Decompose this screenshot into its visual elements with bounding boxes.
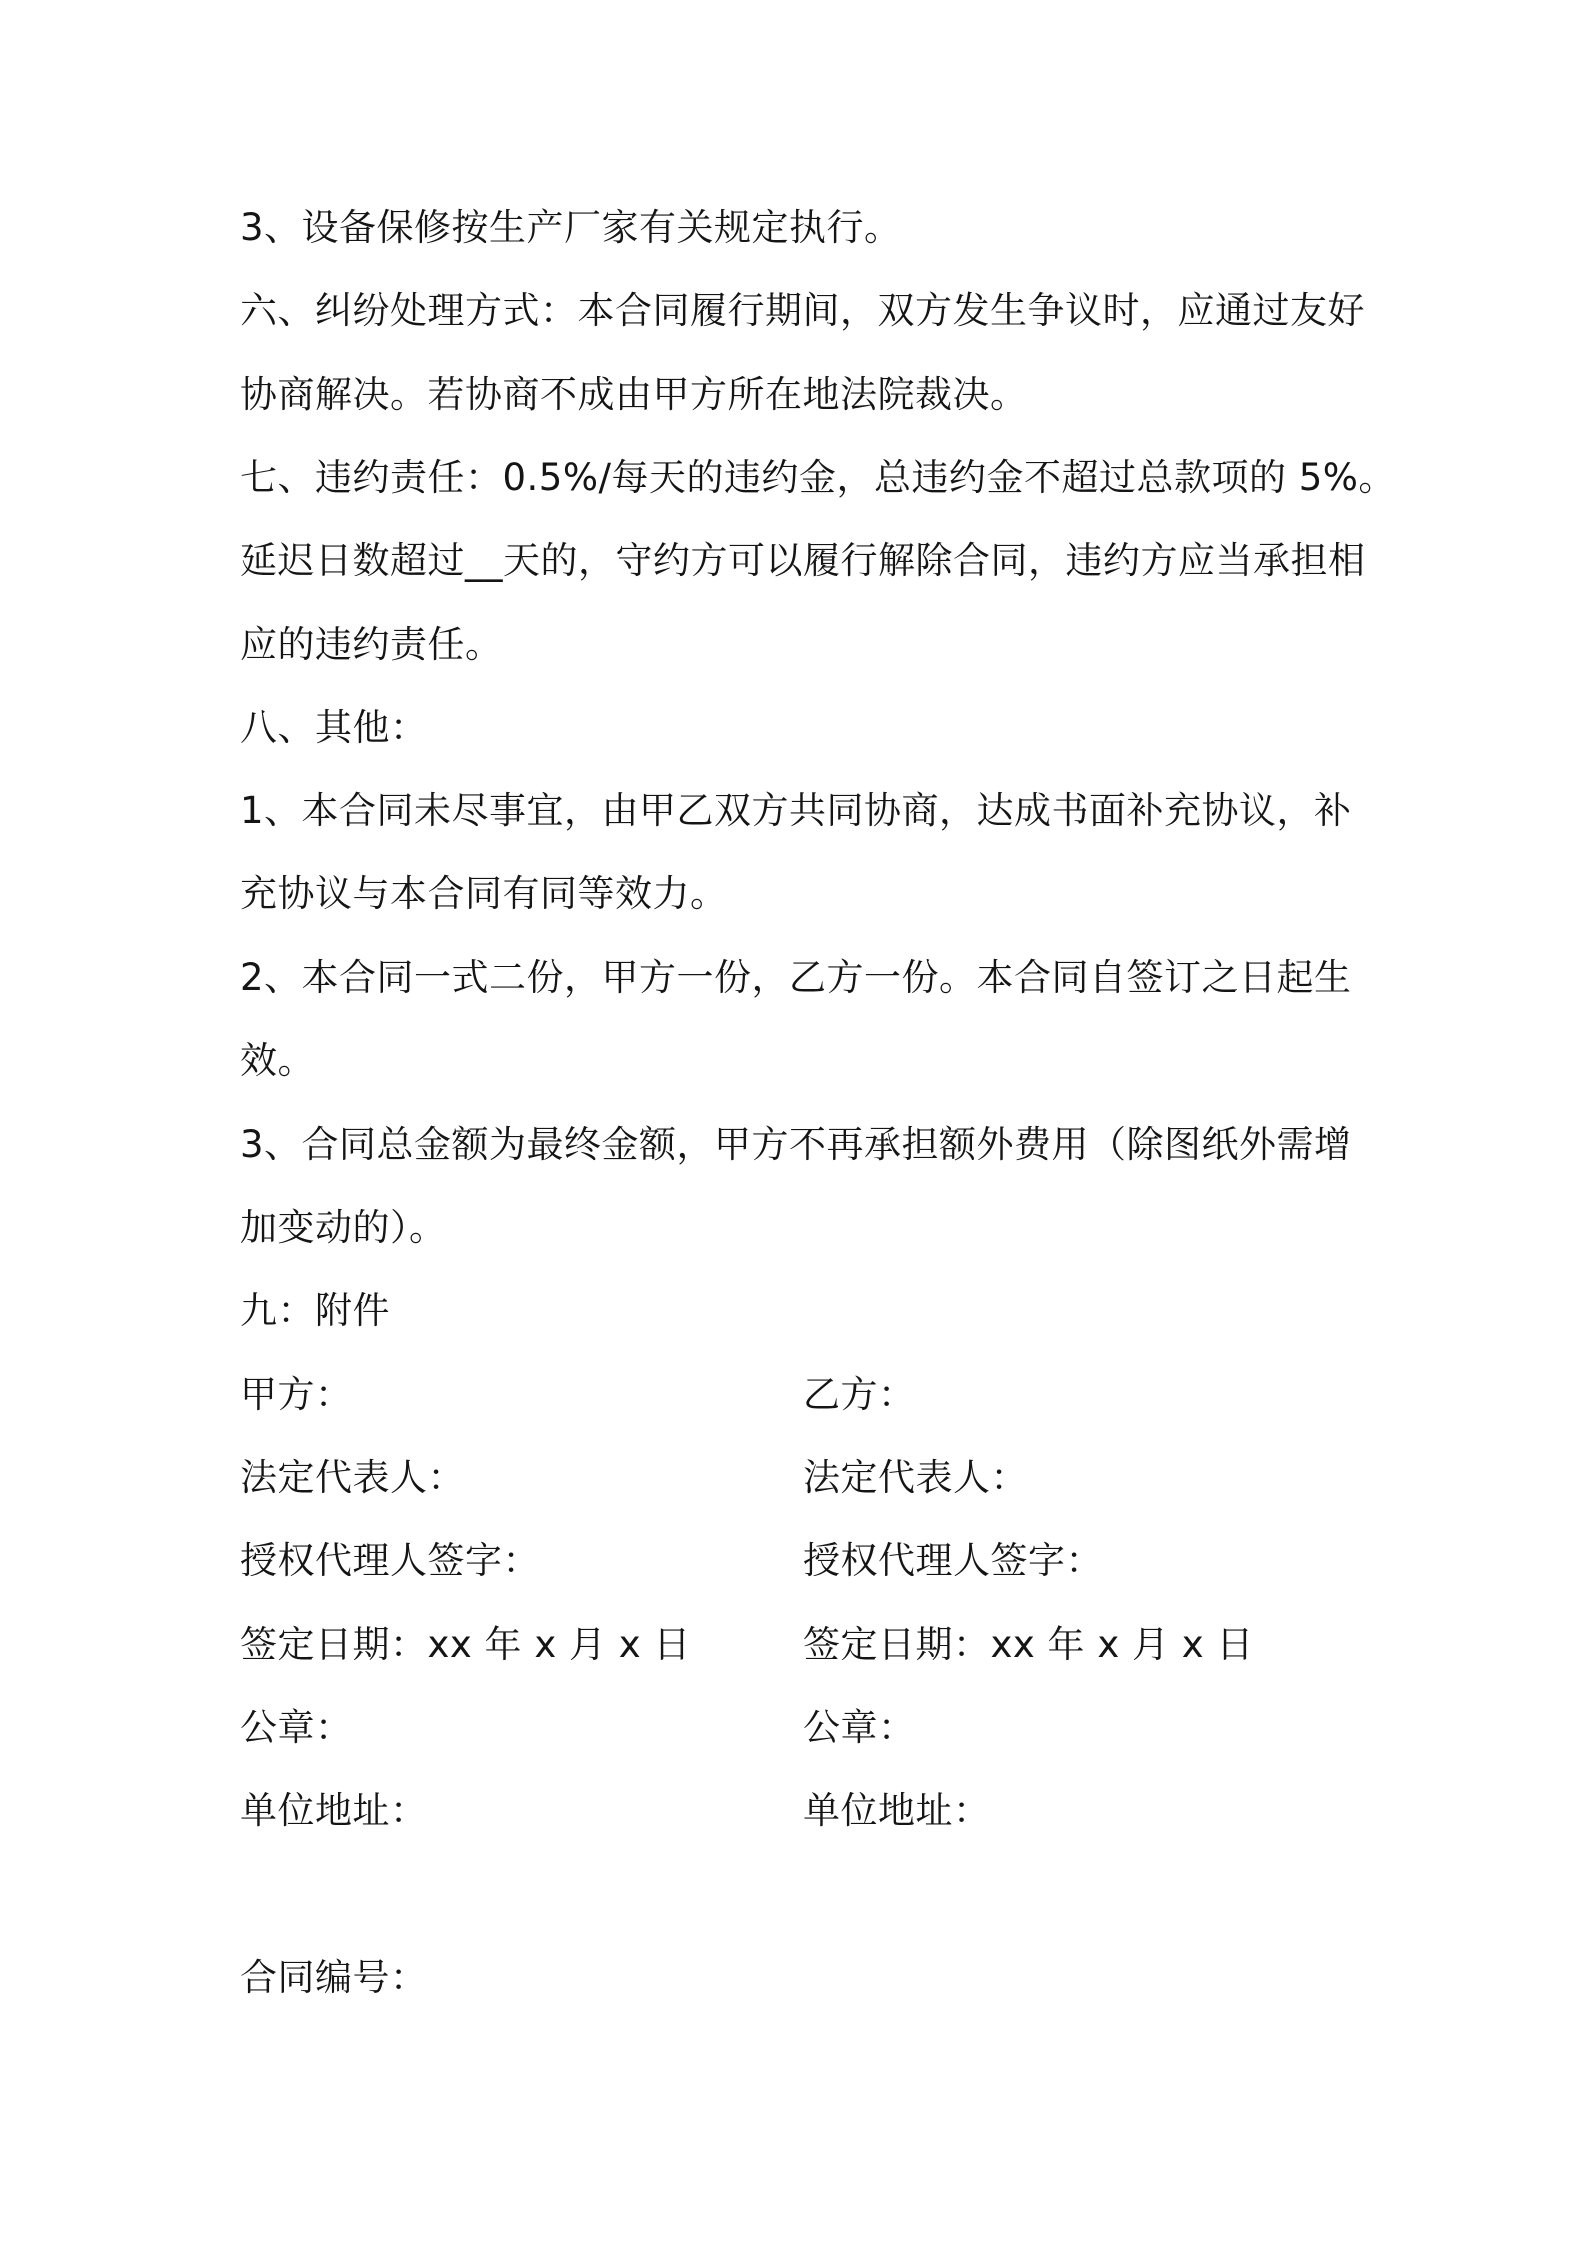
party-b-address: 单位地址：	[803, 1789, 991, 1832]
clause-other-3-line2: 加变动的）。	[240, 1206, 447, 1249]
clause-breach-line3: 应的违约责任。	[240, 623, 503, 666]
clause-other-3-line1: 3、合同总金额为最终金额，甲方不再承担额外费用（除图纸外需增	[240, 1123, 1352, 1166]
section-heading-other: 八、其他：	[240, 706, 428, 749]
clause-breach-line2: 延迟日数超过__天的，守约方可以履行解除合同，违约方应当承担相	[240, 539, 1366, 582]
party-a-legal-rep: 法定代表人：	[240, 1456, 465, 1499]
party-a-sign-date: 签定日期：xx 年 x 月 x 日	[240, 1623, 691, 1666]
party-b-label: 乙方：	[803, 1373, 916, 1416]
clause-breach-line1: 七、违约责任：0.5%/每天的违约金，总违约金不超过总款项的 5%。	[240, 456, 1396, 499]
party-b-agent-signature: 授权代理人签字：	[803, 1539, 1103, 1582]
clause-other-2-line2: 效。	[240, 1039, 315, 1082]
section-heading-attachment: 九：附件	[240, 1289, 390, 1332]
contract-number-label: 合同编号：	[240, 1956, 428, 1999]
party-a-seal: 公章：	[240, 1706, 353, 1749]
party-b-seal: 公章：	[803, 1706, 916, 1749]
party-a-label: 甲方：	[240, 1373, 353, 1416]
clause-dispute-line1: 六、纠纷处理方式：本合同履行期间，双方发生争议时，应通过友好	[240, 289, 1365, 332]
party-b-sign-date: 签定日期：xx 年 x 月 x 日	[803, 1623, 1254, 1666]
party-a-address: 单位地址：	[240, 1789, 428, 1832]
clause-warranty: 3、设备保修按生产厂家有关规定执行。	[240, 206, 902, 249]
party-a-agent-signature: 授权代理人签字：	[240, 1539, 540, 1582]
clause-other-1-line1: 1、本合同未尽事宜，由甲乙双方共同协商，达成书面补充协议，补	[240, 789, 1352, 832]
clause-other-1-line2: 充协议与本合同有同等效力。	[240, 872, 728, 915]
clause-dispute-line2: 协商解决。若协商不成由甲方所在地法院裁决。	[240, 373, 1028, 416]
clause-other-2-line1: 2、本合同一式二份，甲方一份，乙方一份。本合同自签订之日起生	[240, 956, 1352, 999]
party-b-legal-rep: 法定代表人：	[803, 1456, 1028, 1499]
